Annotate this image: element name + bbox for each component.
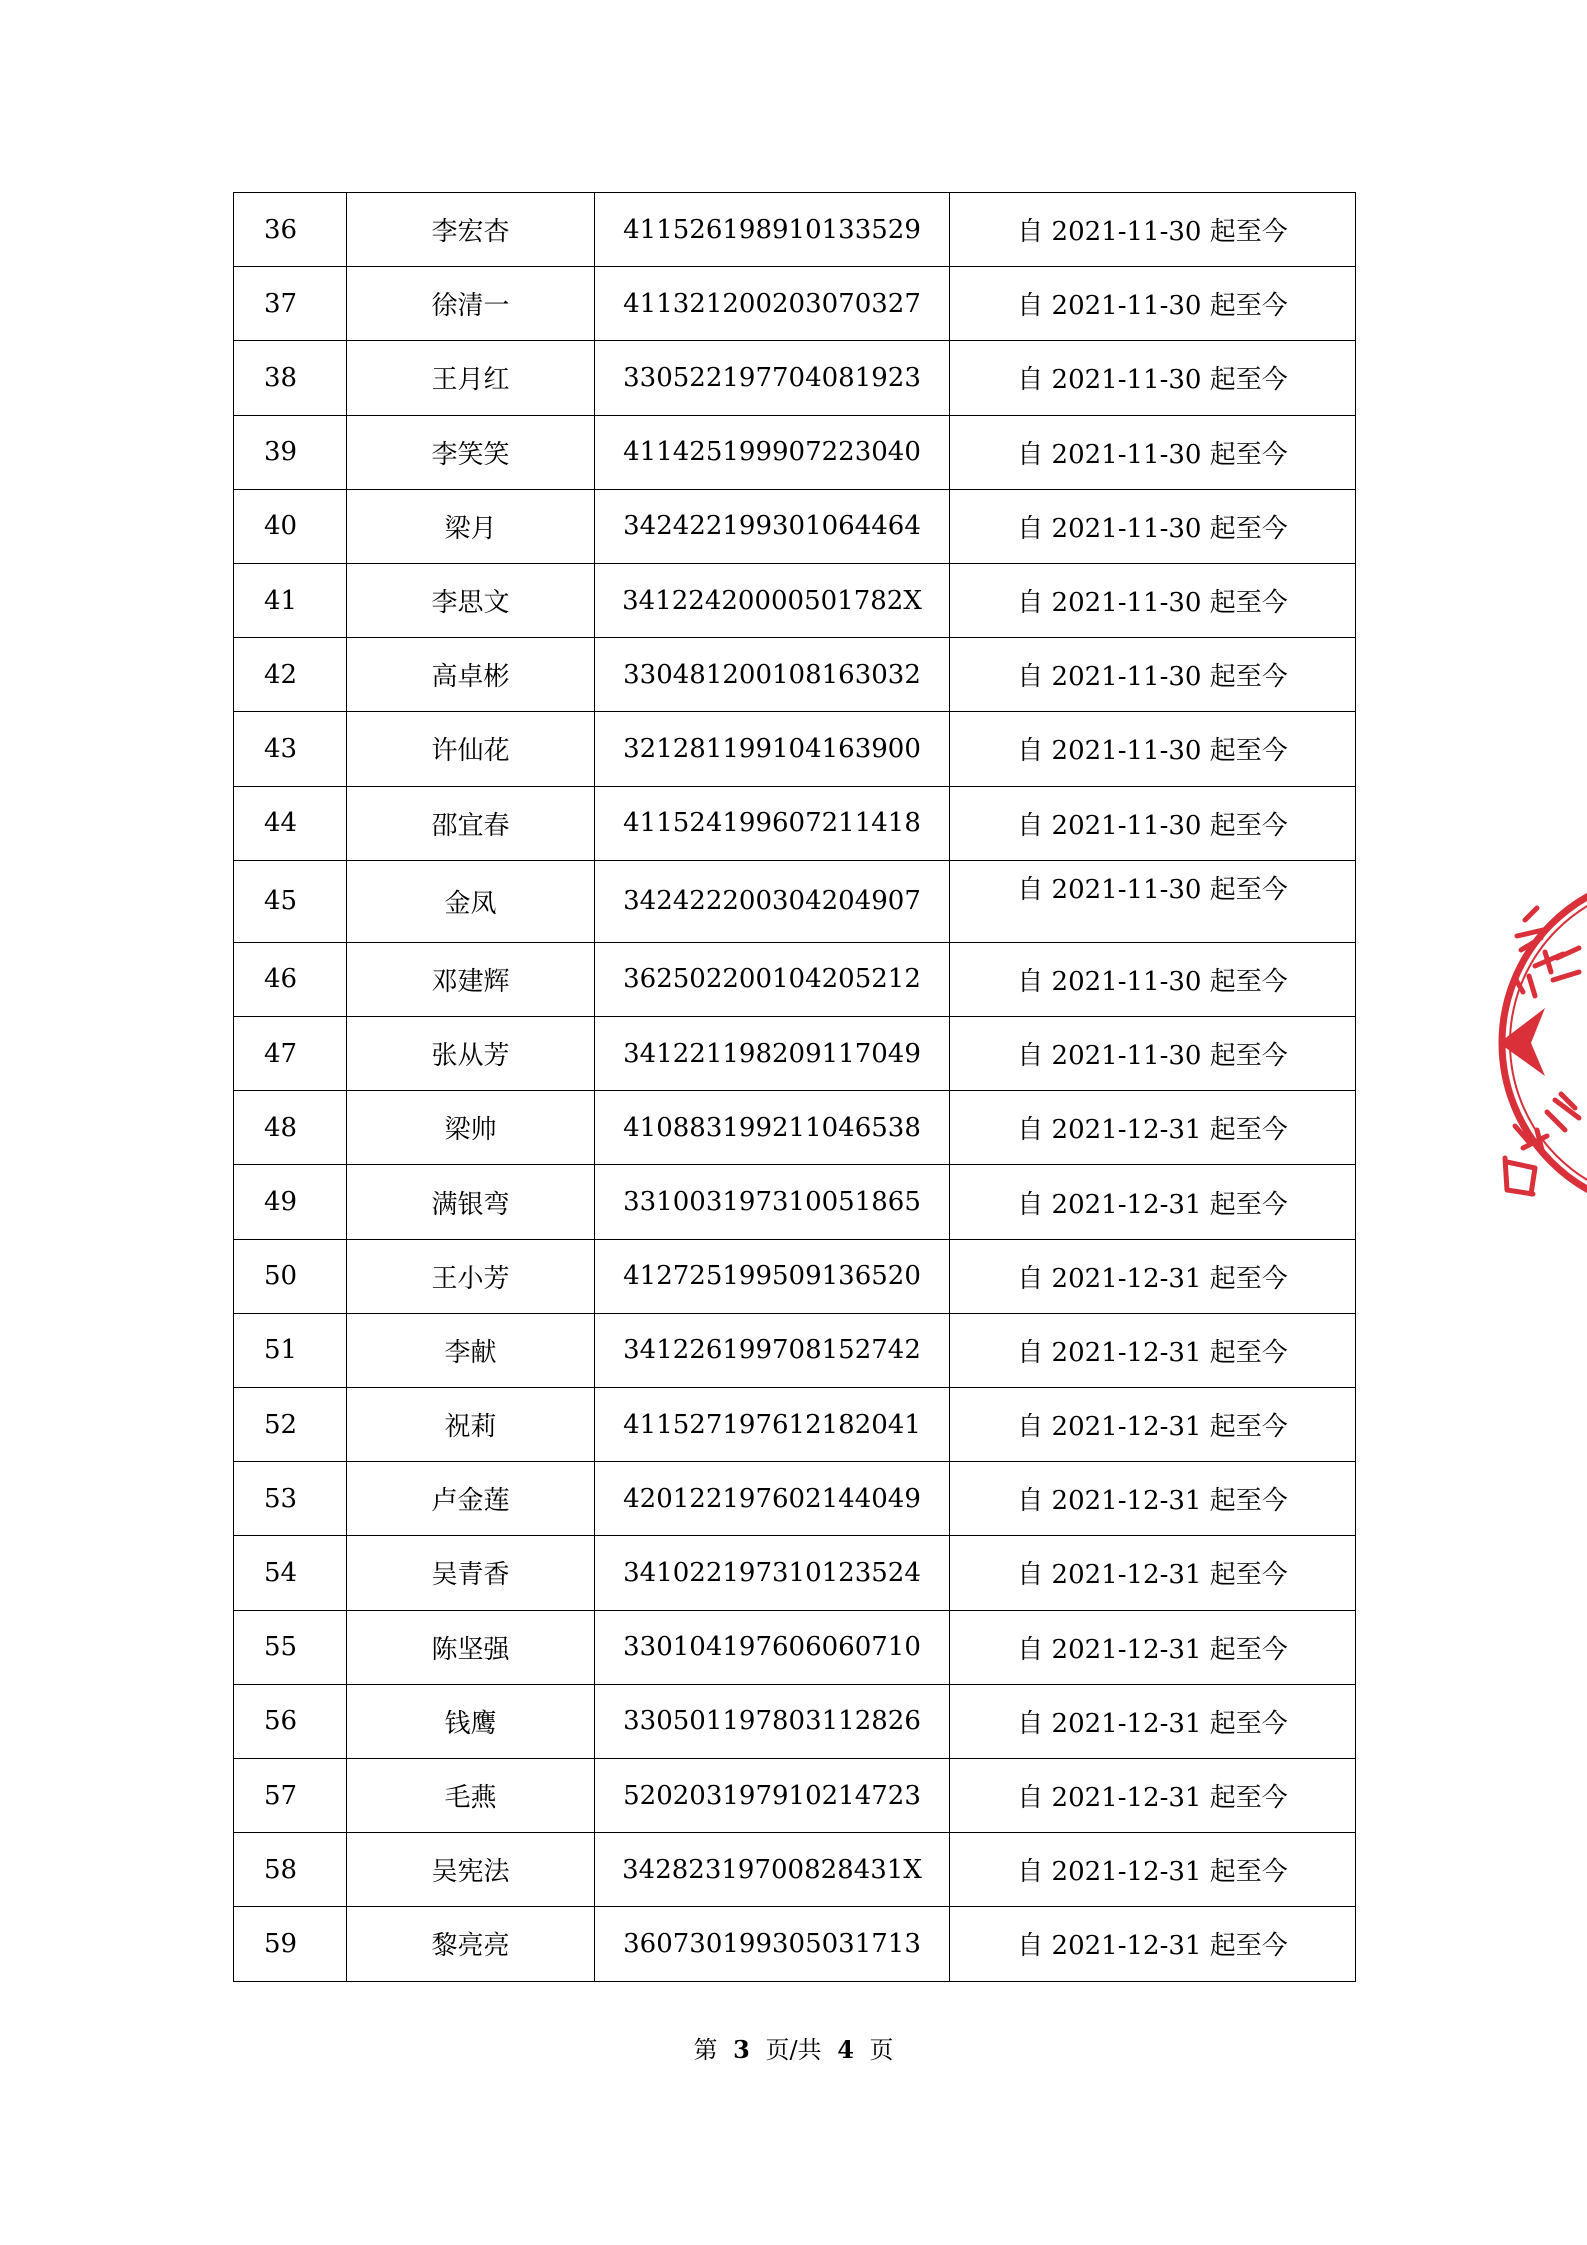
- row-id-number: 341221198209117049: [595, 1017, 950, 1091]
- row-id-number: 360730199305031713: [595, 1907, 950, 1981]
- table-row: [234, 1462, 1356, 1536]
- row-number: 41: [234, 563, 347, 637]
- row-name: 王月红: [347, 341, 595, 415]
- row-period: 自 2021-12-31 起至今: [950, 1536, 1356, 1610]
- row-name: 李思文: [347, 563, 595, 637]
- table-row: [234, 1536, 1356, 1610]
- row-period: 自 2021-11-30 起至今: [950, 341, 1356, 415]
- row-name: 陈坚强: [347, 1610, 595, 1684]
- row-number: 48: [234, 1091, 347, 1165]
- table-row: [234, 415, 1356, 489]
- table-row: [234, 1684, 1356, 1758]
- table-row: [234, 786, 1356, 860]
- row-period: 自 2021-11-30 起至今: [950, 860, 1356, 942]
- table-row: [234, 1165, 1356, 1239]
- row-id-number: 341022197310123524: [595, 1536, 950, 1610]
- footer-prefix: 第: [693, 2036, 718, 2064]
- row-period: 自 2021-12-31 起至今: [950, 1165, 1356, 1239]
- row-number: 40: [234, 489, 347, 563]
- roster-table: [233, 192, 1356, 1982]
- row-id-number: 411524199607211418: [595, 786, 950, 860]
- row-name: 高卓彬: [347, 638, 595, 712]
- row-id-number: 342422200304204907: [595, 860, 950, 942]
- row-period: 自 2021-12-31 起至今: [950, 1388, 1356, 1462]
- row-name: 李笑笑: [347, 415, 595, 489]
- row-number: 56: [234, 1684, 347, 1758]
- row-id-number: 34282319700828431X: [595, 1833, 950, 1907]
- row-id-number: 411321200203070327: [595, 267, 950, 341]
- table-row: [234, 1313, 1356, 1387]
- row-id-number: 412725199509136520: [595, 1239, 950, 1313]
- table-row: [234, 341, 1356, 415]
- footer-suffix: 页: [869, 2036, 894, 2064]
- row-period: 自 2021-11-30 起至今: [950, 712, 1356, 786]
- row-period: 自 2021-12-31 起至今: [950, 1758, 1356, 1832]
- row-id-number: 341226199708152742: [595, 1313, 950, 1387]
- row-number: 49: [234, 1165, 347, 1239]
- row-name: 钱鹰: [347, 1684, 595, 1758]
- row-id-number: 342422199301064464: [595, 489, 950, 563]
- row-number: 51: [234, 1313, 347, 1387]
- row-number: 54: [234, 1536, 347, 1610]
- table-row: [234, 489, 1356, 563]
- row-number: 39: [234, 415, 347, 489]
- table-row: [234, 1091, 1356, 1165]
- company-seal-stamp: [1495, 868, 1587, 1218]
- row-name: 李宏杏: [347, 193, 595, 267]
- row-number: 59: [234, 1907, 347, 1981]
- row-period: 自 2021-11-30 起至今: [950, 786, 1356, 860]
- row-period: 自 2021-11-30 起至今: [950, 638, 1356, 712]
- row-name: 金凤: [347, 860, 595, 942]
- row-number: 44: [234, 786, 347, 860]
- row-name: 张从芳: [347, 1017, 595, 1091]
- row-id-number: 330522197704081923: [595, 341, 950, 415]
- row-name: 邵宜春: [347, 786, 595, 860]
- row-id-number: 330104197606060710: [595, 1610, 950, 1684]
- row-id-number: 411527197612182041: [595, 1388, 950, 1462]
- row-period: 自 2021-11-30 起至今: [950, 563, 1356, 637]
- table-row: [234, 638, 1356, 712]
- row-period: 自 2021-12-31 起至今: [950, 1907, 1356, 1981]
- row-id-number: 410883199211046538: [595, 1091, 950, 1165]
- row-id-number: 34122420000501782X: [595, 563, 950, 637]
- row-id-number: 321281199104163900: [595, 712, 950, 786]
- row-period: 自 2021-12-31 起至今: [950, 1833, 1356, 1907]
- row-number: 36: [234, 193, 347, 267]
- row-period: 自 2021-12-31 起至今: [950, 1462, 1356, 1536]
- row-period: 自 2021-12-31 起至今: [950, 1313, 1356, 1387]
- row-name: 卢金莲: [347, 1462, 595, 1536]
- row-name: 梁月: [347, 489, 595, 563]
- row-name: 吴青香: [347, 1536, 595, 1610]
- row-name: 梁帅: [347, 1091, 595, 1165]
- row-name: 徐清一: [347, 267, 595, 341]
- row-period: 自 2021-11-30 起至今: [950, 415, 1356, 489]
- footer-current-page: 3: [733, 2035, 750, 2064]
- page-footer: [0, 2030, 1587, 2065]
- row-number: 52: [234, 1388, 347, 1462]
- row-number: 42: [234, 638, 347, 712]
- row-name: 毛燕: [347, 1758, 595, 1832]
- row-id-number: 362502200104205212: [595, 942, 950, 1016]
- roster-body: [234, 193, 1356, 1982]
- row-period: 自 2021-11-30 起至今: [950, 267, 1356, 341]
- row-name: 王小芳: [347, 1239, 595, 1313]
- row-name: 满银弯: [347, 1165, 595, 1239]
- row-period: 自 2021-11-30 起至今: [950, 942, 1356, 1016]
- row-period: 自 2021-12-31 起至今: [950, 1684, 1356, 1758]
- table-row: [234, 1907, 1356, 1981]
- footer-middle: 页/共: [765, 2036, 822, 2064]
- table-row: [234, 1833, 1356, 1907]
- row-id-number: 411425199907223040: [595, 415, 950, 489]
- row-number: 38: [234, 341, 347, 415]
- row-name: 吴宪法: [347, 1833, 595, 1907]
- row-name: 许仙花: [347, 712, 595, 786]
- row-name: 祝莉: [347, 1388, 595, 1462]
- row-number: 58: [234, 1833, 347, 1907]
- row-number: 50: [234, 1239, 347, 1313]
- row-name: 黎亮亮: [347, 1907, 595, 1981]
- row-id-number: 331003197310051865: [595, 1165, 950, 1239]
- table-row: [234, 1388, 1356, 1462]
- row-number: 47: [234, 1017, 347, 1091]
- row-id-number: 520203197910214723: [595, 1758, 950, 1832]
- table-row: [234, 712, 1356, 786]
- row-name: 李献: [347, 1313, 595, 1387]
- row-number: 45: [234, 860, 347, 942]
- row-number: 57: [234, 1758, 347, 1832]
- row-number: 53: [234, 1462, 347, 1536]
- row-period: 自 2021-11-30 起至今: [950, 489, 1356, 563]
- row-period: 自 2021-12-31 起至今: [950, 1239, 1356, 1313]
- table-row: [234, 860, 1356, 942]
- table-row: [234, 1758, 1356, 1832]
- table-row: [234, 1239, 1356, 1313]
- row-period: 自 2021-11-30 起至今: [950, 1017, 1356, 1091]
- row-id-number: 330481200108163032: [595, 638, 950, 712]
- row-number: 46: [234, 942, 347, 1016]
- row-id-number: 420122197602144049: [595, 1462, 950, 1536]
- row-period: 自 2021-11-30 起至今: [950, 193, 1356, 267]
- table-row: [234, 1017, 1356, 1091]
- table-row: [234, 267, 1356, 341]
- row-number: 43: [234, 712, 347, 786]
- row-id-number: 411526198910133529: [595, 193, 950, 267]
- row-id-number: 330501197803112826: [595, 1684, 950, 1758]
- row-period: 自 2021-12-31 起至今: [950, 1610, 1356, 1684]
- footer-total-pages: 4: [837, 2035, 854, 2064]
- row-number: 55: [234, 1610, 347, 1684]
- row-number: 37: [234, 267, 347, 341]
- table-row: [234, 1610, 1356, 1684]
- table-row: [234, 942, 1356, 1016]
- row-period: 自 2021-12-31 起至今: [950, 1091, 1356, 1165]
- table-row: [234, 563, 1356, 637]
- table-row: [234, 193, 1356, 267]
- row-name: 邓建辉: [347, 942, 595, 1016]
